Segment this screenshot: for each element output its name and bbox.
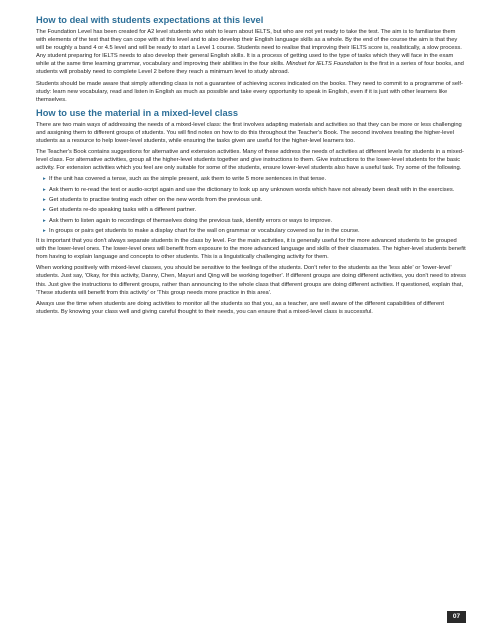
list-item <box>43 206 466 214</box>
paragraph-foundation-level <box>36 28 466 77</box>
list-item <box>43 175 466 183</box>
triangle-bullet-icon: ▸ <box>43 207 46 214</box>
paragraph-self-study: Students should be made aware that simply attending class is not a guarantee of achieving scores indicated on the books. They need to commit to a programme of self-study: learn new vocabulary, read and listen in English as much as possible and take every opportunity to speak in English, even if it is just with other learners like themselves. <box>36 80 463 103</box>
triangle-bullet-icon: ▸ <box>43 196 46 203</box>
triangle-bullet-icon: ▸ <box>43 227 46 234</box>
list-item-text: In groups or pairs get students to make a display chart for the wall on grammar or vocabulary covered so far in the course. <box>49 227 360 234</box>
triangle-bullet-icon: ▸ <box>43 176 46 183</box>
section-heading-mixed-level: How to use the material in a mixed-level class <box>36 107 239 118</box>
list-item-text: Ask them to listen again to recordings of themselves doing the previous task, identify errors or ways to improve. <box>49 217 333 224</box>
list-item <box>43 186 466 194</box>
book-title: Mindset for IELTS Foundation <box>286 61 363 68</box>
list-item-text: Ask them to re-read the text or audio-script again and use the dictionary to look up any unknown words which have not already been dealt with in the exercises. <box>49 186 455 193</box>
page-number: 07 <box>447 611 466 623</box>
paragraph-foundation-level-tail: is the first in a series of four books, and students will probably need to complete Level 2 before they reach a minimum level to study abroad. <box>36 61 464 76</box>
page-content <box>36 14 466 319</box>
paragraph-monitoring: Always use the time when students are doing activities to monitor all the students so that you, as a teacher, are well aware of the different capabilities of different students. By knowing your class well and giving careful thought to their needs, you can ensure that a mixed-level class is successful. <box>36 300 444 315</box>
list-item <box>43 196 466 204</box>
triangle-bullet-icon: ▸ <box>43 217 46 224</box>
paragraph-foundation-level-text: The Foundation Level has been created for A2 level students who wish to learn about IELTS, but who are not yet ready to take the test. The aim is to familiarise them with elements of the test that they can cope with at this level and to also develop their English language skills as a whole. By the end of the course the aim is that they will be roughly a band 4 or 4.5 level and will be ready to start a Level 1 course. Students need to realise that improving their IELTS score is, realistically, a slow process. Any student preparing for IELTS needs to also develop their general English skills. It is a process of getting used to the type of tasks which they will face in the exam while at the same time learning grammar, vocabulary and improving their abilities in the four skills. <box>36 29 462 68</box>
triangle-bullet-icon: ▸ <box>43 186 46 193</box>
list-item <box>43 227 466 235</box>
paragraph-teachers-book: The Teacher's Book contains suggestions for alternative and extension activities. Many of these address the needs of activities at different levels for students in a mixed-level class. For alternative activities, group all the higher-level students together and give instructions to them. Give instructions to the lower-level students for the basic activity. For extension activities which you feel are only suitable for some of the students, ensure lower-level students also have a useful task. Try some of the following. <box>36 149 464 172</box>
paragraph-two-ways: There are two main ways of addressing the needs of a mixed-level class: the first involves adapting materials and activities so that they can be more or less challenging and assigning them to different groups of students. You will find notes on how to do this throughout the Teacher's Book. The second involves treating the higher-level students as a resource to help lower-level students, while ensuring the tasks given are useful for the higher-level learners too. <box>36 121 462 145</box>
paragraph-sensitivity: When working positively with mixed-level classes, you should be sensitive to the feelings of the students. Don't refer to the students as the 'less able' or 'lower-level' students. Just say, 'Okay, for this activity, Danny, Chen, Mayuri and Qing will be working together'. If different groups are doing different activities, you don't need to stress this. Just give the instructions to different groups, rather than announcing to the whole class that different groups are doing different activities. If questioned, explain that, 'These students will benefit from this activity' or 'This group needs more practice in this area'. <box>36 265 466 296</box>
list-item-text: Get students re-do speaking tasks with a different partner. <box>49 207 197 214</box>
list-item-text: If the unit has covered a tense, such as the simple present, ask them to write 5 more sentences in that tense. <box>49 176 327 183</box>
activity-bullet-list <box>36 175 466 235</box>
list-item-text: Get students to practise testing each other on the new words from the previous unit. <box>49 196 263 203</box>
paragraph-grouping: It is important that you don't always separate students in the class by level. For the main activities, it is generally useful for the more advanced students to be grouped with the lower-level ones. The lower-level ones will benefit from exposure to the more advanced language and skills of their classmates. The higher-level students benefit from having to explain language and concepts to other students. This is a linguistically challenging activity for them. <box>36 238 466 261</box>
section-heading-expectations: How to deal with students expectations at this level <box>36 15 264 25</box>
list-item <box>43 217 466 225</box>
